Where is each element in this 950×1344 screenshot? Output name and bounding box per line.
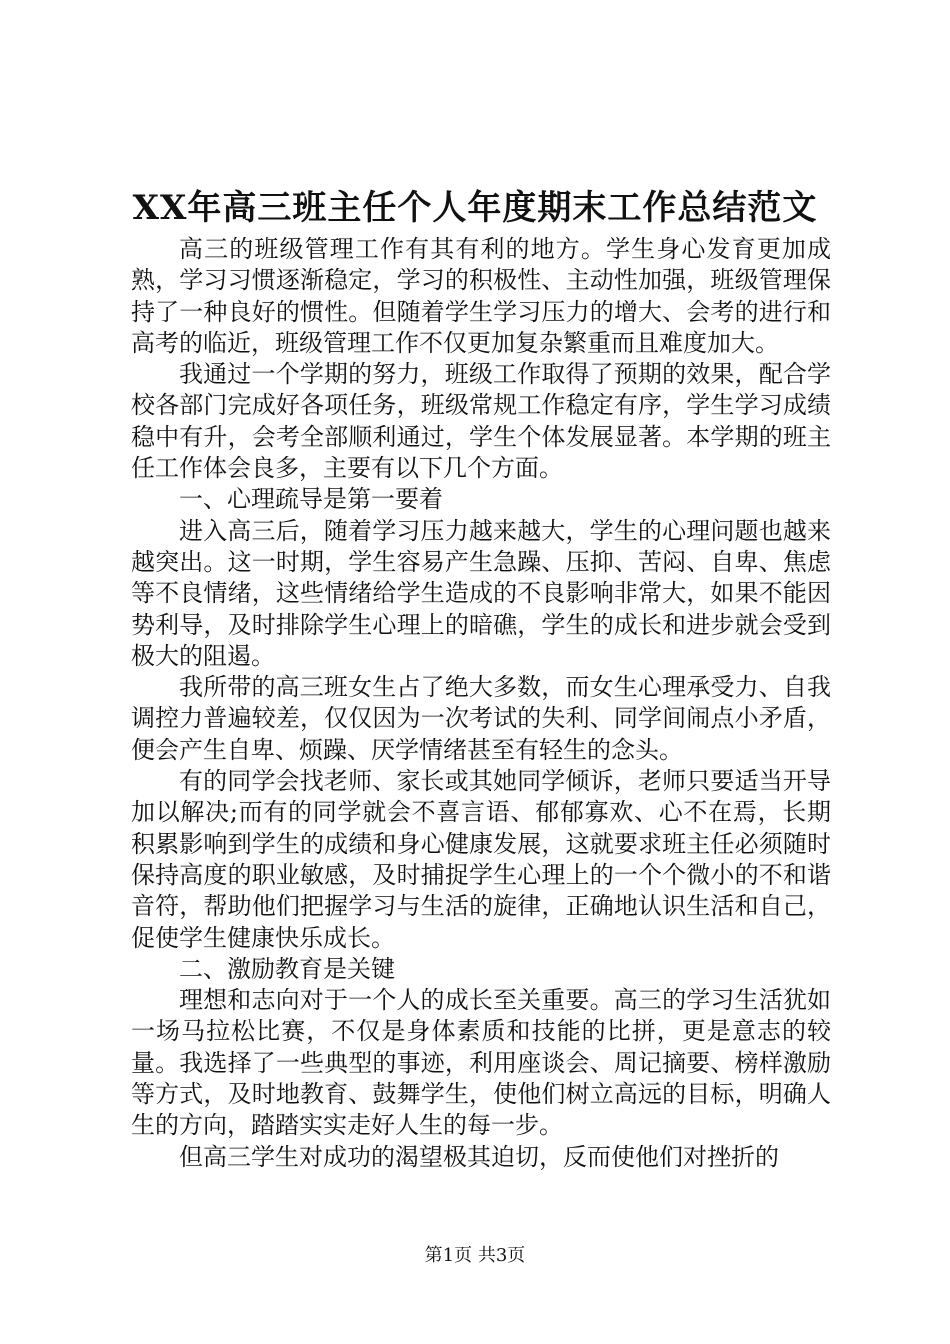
paragraph: 我所带的高三班女生占了绝大多数，而女生心理承受力、自我调控力普遍较差，仅仅因为一次考试的失利、同学间闹点小矛盾，便会产生自卑、烦躁、厌学情绪甚至有轻生的念头。 [131, 673, 831, 764]
section-heading: 二、激励教育是关键 [179, 954, 395, 983]
paragraph: 进入高三后，随着学习压力越来越大，学生的心理问题也越来越突出。这一时期，学生容易产生急躁、压抑、苦闷、自卑、焦虑等不良情绪，这些情绪给学生造成的不良影响非常大，如果不能因势利导，及时排除学生心理上的暗礁，学生的成长和进步就会受到极大的阻遏。 [131, 516, 831, 670]
paragraph: 我通过一个学期的努力，班级工作取得了预期的效果，配合学校各部门完成好各项任务，班级常规工作稳定有序，学生学习成绩稳中有升，会考全部顺利通过，学生个体发展显著。本学期的班主任工作体会良多，主要有以下几个方面。 [131, 360, 831, 483]
paragraph: 但高三学生对成功的渴望极其迫切，反而使他们对挫折的 [179, 1142, 779, 1171]
document-title: XX年高三班主任个人年度期末工作总结范文 [132, 188, 818, 228]
paragraph: 理想和志向对于一个人的成长至关重要。高三的学习生活犹如一场马拉松比赛，不仅是身体素质和技能的比拼，更是意志的较量。我选择了一些典型的事迹，利用座谈会、周记摘要、榜样激励等方式，及时地教育、鼓舞学生，使他们树立高远的目标，明确人生的方向，踏踏实实走好人生的每一步。 [131, 986, 831, 1140]
page-footer: 第1页 共3页 [424, 1245, 526, 1266]
paragraph: 有的同学会找老师、家长或其她同学倾诉，老师只要适当开导加以解决;而有的同学就会不喜言语、郁郁寡欢、心不在焉，长期积累影响到学生的成绩和身心健康发展，这就要求班主任必须随时保持高度的职业敏感，及时捕捉学生心理上的一个个微小的不和谐音符，帮助他们把握学习与生活的旋律，正确地认识生活和自己，促使学生健康快乐成长。 [131, 767, 831, 952]
section-heading: 一、心理疏导是第一要着 [179, 485, 443, 514]
paragraph: 高三的班级管理工作有其有利的地方。学生身心发育更加成熟，学习习惯逐渐稳定，学习的积极性、主动性加强，班级管理保持了一种良好的惯性。但随着学生学习压力的增大、会考的进行和高考的临近，班级管理工作不仅更加复杂繁重而且难度加大。 [131, 235, 831, 357]
document-body [131, 234, 831, 1173]
